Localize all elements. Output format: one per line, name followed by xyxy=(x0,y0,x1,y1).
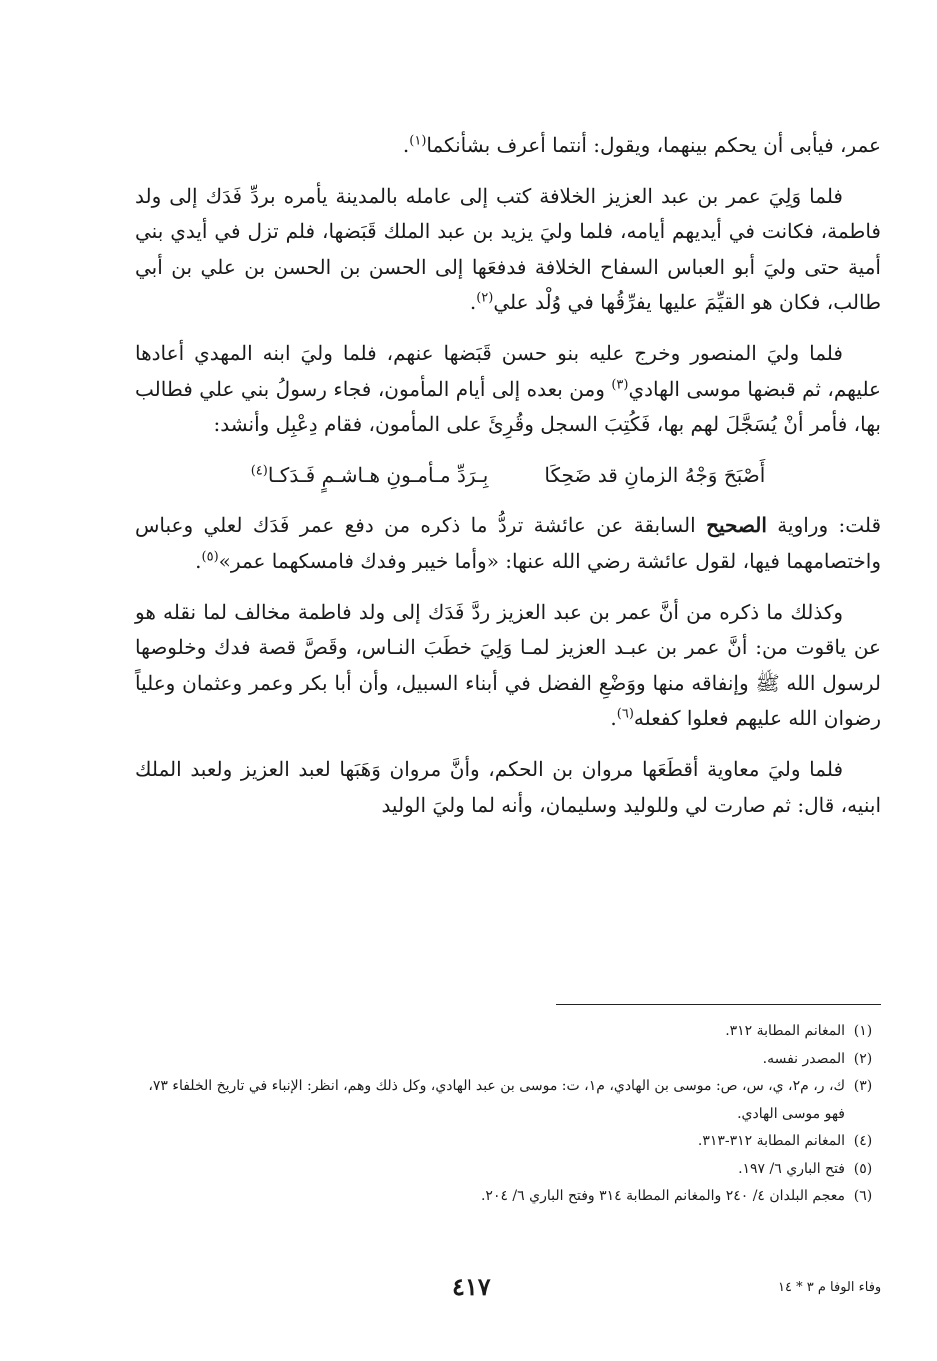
paragraph-6: فلما وليَ معاوية أقطَعَها مروان بن الحكم، وأنَّ مروان وَهَبَها لعبد العزيز ولعبد الملك ابنيه، قال: ثم صارت لي وللوليد وسليمان، وأنه لما وليَ الوليد xyxy=(135,756,881,817)
footnote-text: المصدر نفسه. xyxy=(762,1050,845,1067)
footnote-number: (٣) xyxy=(853,1078,873,1094)
footnote-text: فتح الباري ٦/ ١٩٧. xyxy=(738,1160,845,1177)
verse-second-hemistich: بِـرَدِّ مـأمـونِ هـاشـمٍ فَـدَكـا$^{(٤)}$ xyxy=(250,462,489,487)
page-number: ٤١٧ xyxy=(452,1272,491,1301)
footnote-number: (٦) xyxy=(853,1188,873,1204)
footnote-ref-1[interactable]: (١) xyxy=(409,133,427,149)
footnote-divider xyxy=(556,1004,881,1005)
footnote-item xyxy=(135,1128,881,1156)
footnote-item xyxy=(135,1183,881,1211)
footnote-text: ك، ر، م٢، ي، س، ص: موسى بن الهادي، م١، ت: موسى بن عبد الهادي، وكل ذلك وهم، انظر: الإنباء في تاريخ الخلفاء ٧٣، فهو موسى الهادي. xyxy=(148,1078,845,1122)
paragraph-2: فلما وَلِيَ عمر بن عبد العزيز الخلافة كتب إلى عامله بالمدينة يأمره بردِّ فَدَك إلى ولد فاطمة، فكانت في أيديهم أيامه، فلما وليَ يزيد بن عبد الملك قَبَضها، فلم تزل في أيدي بني أمية حتى وليَ أبو العباس السفاح الخلافة فدفعَها إلى الحسن بن الحسن بن علي بن أبي طالب، فكان هو القيِّمَ عليها يفرِّقُها في وُلْد علي$^{(٢)}$. xyxy=(135,183,881,315)
poem-verse xyxy=(135,458,881,494)
footnote-text: معجم البلدان ٤/ ٢٤٠ والمغانم المطابة ٣١٤ وفتح الباري ٦/ ٢٠٤. xyxy=(480,1188,845,1204)
paragraph-3: فلما وليَ المنصور وخرج عليه بنو حسن قَبَضها عنهم، فلما وليَ ابنه المهدي أعادها عليهم، ثم قبضها موسى الهادي$^{(٣)}$ ومن بعده إلى أيام المأمون، فجاء رسولُ بني علي فطالب بها، فأمر أنْ يُسَجَّلَ لهم بها، فَكُتِبَ السجل وقُرِئَ على المأمون، فقام دِعْبِل وأنشد: xyxy=(135,340,881,437)
paragraph-5: وكذلك ما ذكره من أنَّ عمر بن عبد العزيز ردَّ فَدَك إلى ولد فاطمة مخالف لما نقله هو عن ياقوت من: أنَّ عمر بن عبـد العزيز لمـا وَلِيَ خطَبَ النـاس، وقَصَّ قصة فدك وخلوصها لرسول الله ﷺ وإنفاقه منها ووَضْعِ الفضل في أبناء السبيل، وأن أبا بكر وعمر وعثمان وعلياً رضوان الله عليهم فعلوا كفعله$^{(٦)}$. xyxy=(135,599,881,731)
footnote-item xyxy=(135,1156,881,1184)
footnotes xyxy=(135,1018,881,1211)
footnote-number: (٤) xyxy=(853,1133,873,1149)
signature-mark: وفاء الوفا م ٣ * ١٤ xyxy=(778,1280,882,1295)
verse-first-hemistich: أَصْبَحَ وَجْهُ الزمانِ قد ضَحِكَا xyxy=(544,462,766,487)
footnote-text: المغانم المطابة ٣١٢. xyxy=(725,1023,845,1039)
paragraph-1: عمر، فيأبى أن يحكم بينهما، ويقول: أنتما أعرف بشأنكما$^{(١)}$. xyxy=(402,133,881,157)
footnote-item xyxy=(135,1018,881,1046)
paragraph-4: قلت: وراوية الصحيح السابقة عن عائشة تردُّ ما ذكره من دفع عمر فَدَك لعلي وعباس واختصامهما فيها، لقول عائشة رضي الله عنها: «وأما خيبر وفدك فامسكهما عمر»$^{(٥)}$. xyxy=(135,513,882,573)
footnote-number: (١) xyxy=(853,1023,873,1039)
footnote-ref-6[interactable]: (٦) xyxy=(616,706,634,722)
footnote-ref-3[interactable]: (٣) xyxy=(611,376,629,392)
footnote-number: (٥) xyxy=(853,1160,873,1177)
footnote-ref-4[interactable]: (٤) xyxy=(250,463,268,479)
footnote-number: (٢) xyxy=(853,1050,873,1067)
footnote-ref-5[interactable]: (٥) xyxy=(201,549,219,565)
main-text xyxy=(135,128,881,838)
page-footer xyxy=(0,1272,937,1312)
footnote-item xyxy=(135,1073,881,1128)
footnote-text: المغانم المطابة ٣١٢-٣١٣. xyxy=(697,1133,845,1149)
footnote-ref-2[interactable]: (٢) xyxy=(476,290,494,306)
footnote-item xyxy=(135,1046,881,1074)
bold-term: الصحيح xyxy=(706,513,767,538)
